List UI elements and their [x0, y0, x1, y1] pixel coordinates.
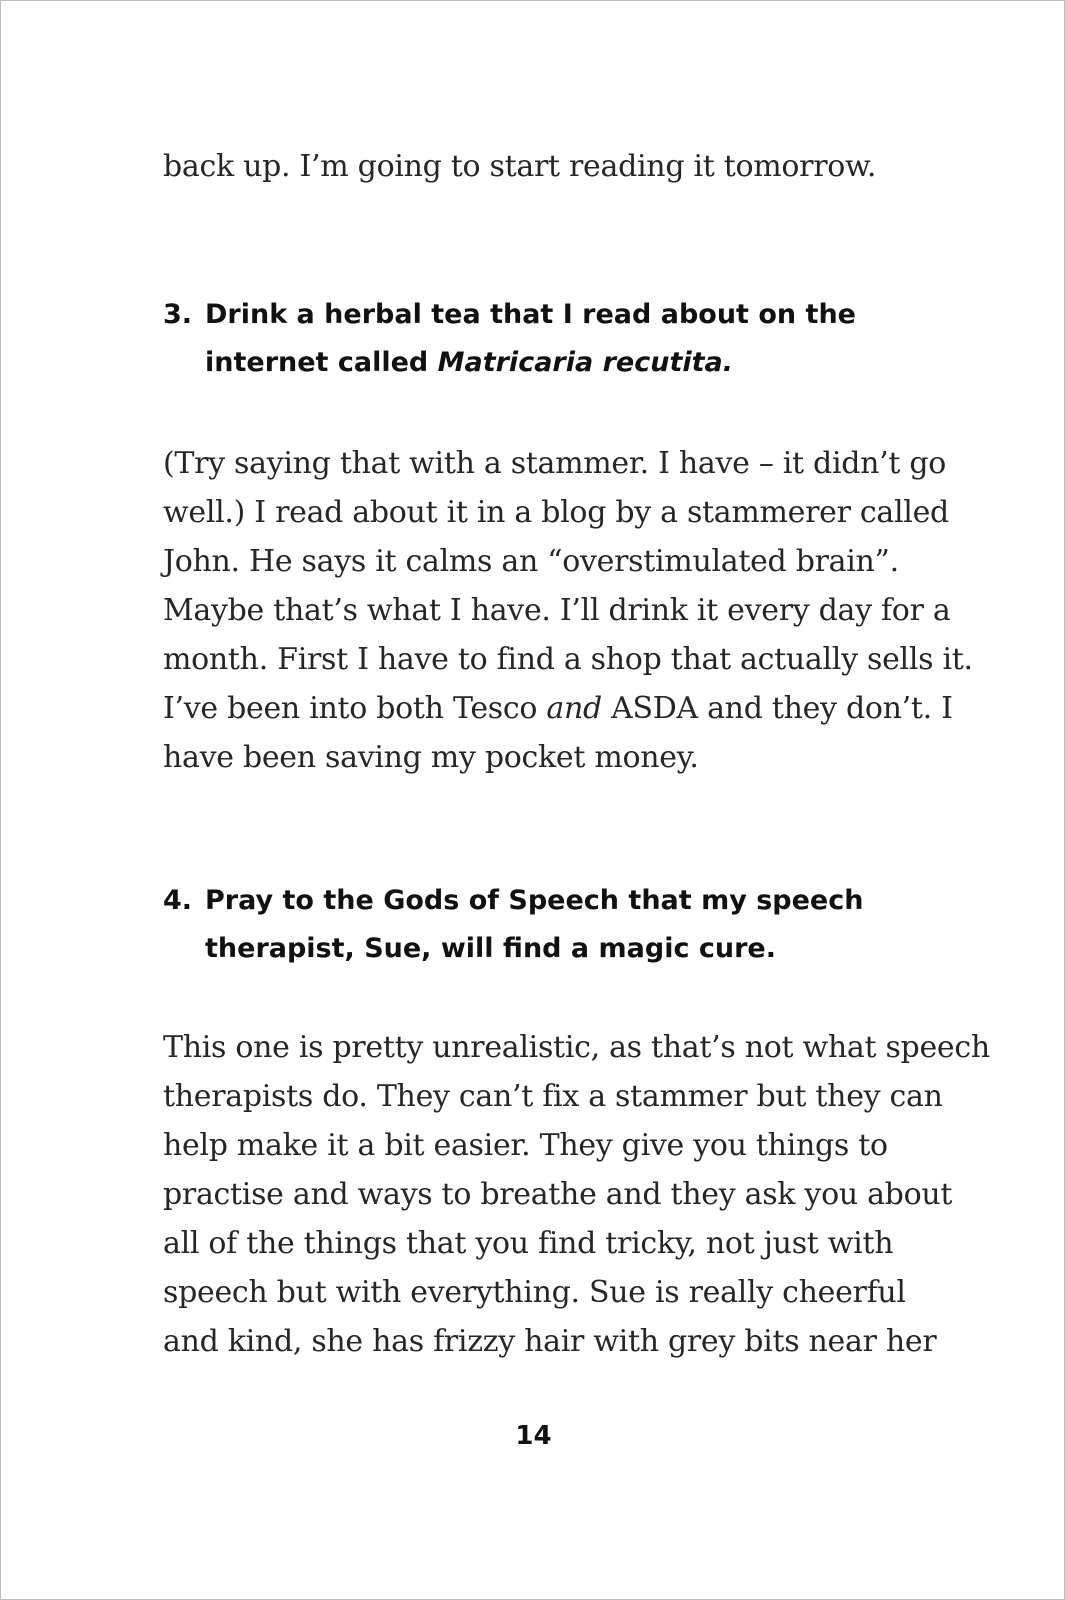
- paragraph-item-3: [163, 439, 973, 782]
- paragraph-line: have been saving my pocket money.: [163, 740, 699, 775]
- line-text: ASDA and they don’t. I: [601, 691, 953, 726]
- paragraph-line: (Try saying that with a stammer. I have – it didn’t go: [163, 446, 947, 481]
- heading-line: Pray to the Gods of Speech that my speech: [205, 885, 864, 916]
- heading-line: Drink a herbal tea that I read about on the: [205, 299, 856, 330]
- heading-text: internet called: [205, 347, 438, 378]
- heading-line: [163, 339, 883, 387]
- paragraph-line: [163, 684, 953, 733]
- paragraph-line: therapists do. They can’t fix a stammer but they can: [163, 1079, 943, 1114]
- paragraph-line: John. He says it calms an “overstimulated brain”.: [163, 544, 899, 579]
- list-item-heading-3: [163, 291, 883, 387]
- species-name: Matricaria recutita.: [437, 347, 734, 378]
- paragraph-line: This one is pretty unrealistic, as that’s not what speech: [163, 1030, 990, 1065]
- paragraph-line: back up. I’m going to start reading it tomorrow.: [163, 149, 877, 184]
- paragraph-item-4: [163, 1023, 990, 1366]
- paragraph-line: speech but with everything. Sue is really cheerful: [163, 1275, 906, 1310]
- paragraph-line: Maybe that’s what I have. I’ll drink it every day for a: [163, 593, 951, 628]
- list-item-heading-4: [163, 877, 883, 973]
- emphasis-text: and: [546, 691, 602, 726]
- heading-line: therapist, Sue, will find a magic cure.: [205, 933, 776, 964]
- paragraph-continuation: [163, 142, 877, 191]
- list-item-number: 3.: [163, 299, 193, 330]
- paragraph-line: help make it a bit easier. They give you things to: [163, 1128, 888, 1163]
- paragraph-line: well.) I read about it in a blog by a stammerer called: [163, 495, 949, 530]
- line-text: I’ve been into both Tesco: [163, 691, 547, 726]
- page-number: 14: [515, 1421, 552, 1451]
- paragraph-line: month. First I have to find a shop that actually sells it.: [163, 642, 973, 677]
- paragraph-line: and kind, she has frizzy hair with grey bits near her: [163, 1324, 937, 1359]
- paragraph-line: practise and ways to breathe and they ask you about: [163, 1177, 953, 1212]
- paragraph-line: all of the things that you find tricky, not just with: [163, 1226, 894, 1261]
- list-item-number: 4.: [163, 885, 193, 916]
